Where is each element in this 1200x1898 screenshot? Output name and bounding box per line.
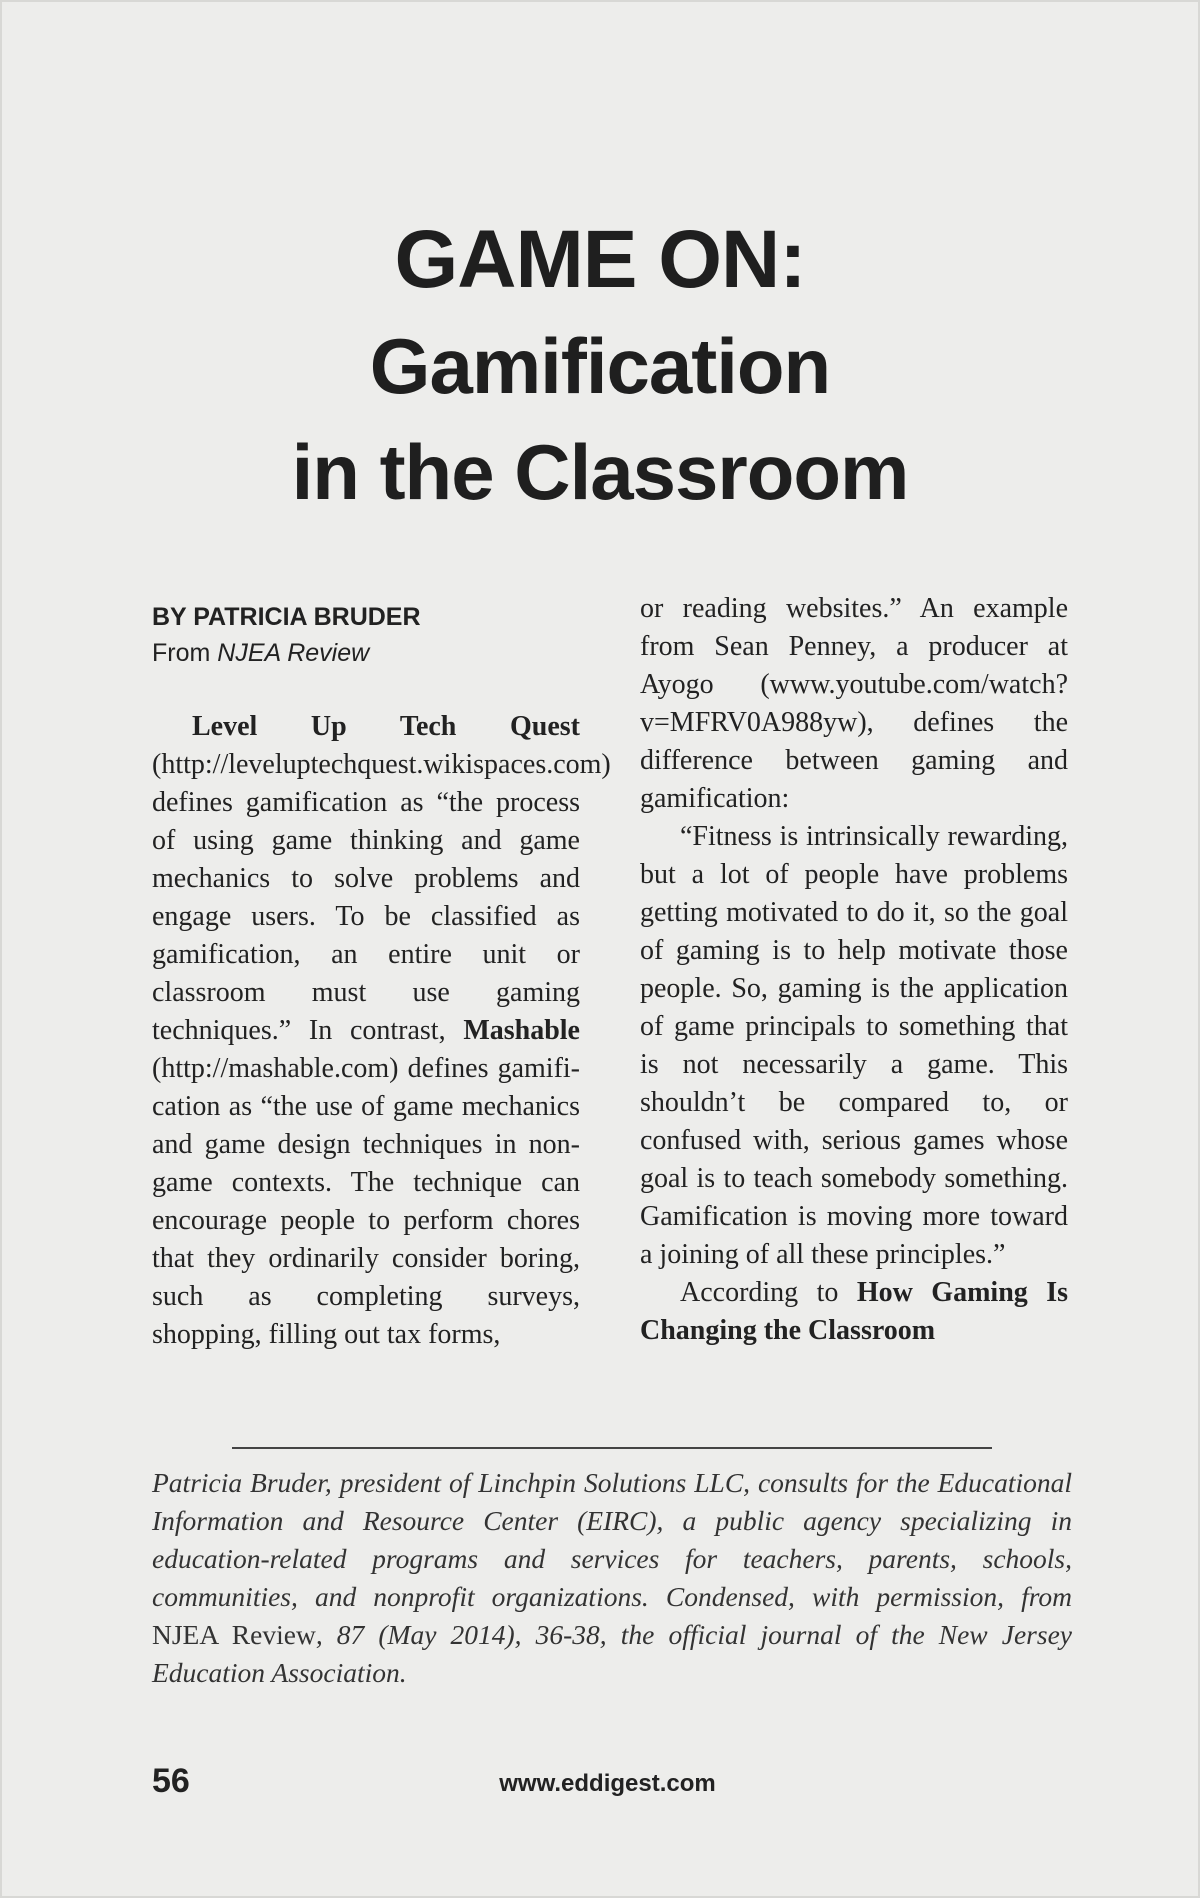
divider — [232, 1447, 992, 1449]
author-byline: BY PATRICIA BRUDER — [152, 603, 421, 631]
article-column-2 — [640, 590, 1068, 1350]
source-publication: NJEA Review — [217, 639, 370, 667]
paragraph-text: According to — [680, 1277, 857, 1308]
paragraph-text: (http://leveluptechquest.wikispaces.com) defines gamification as “the process of using game thinking and game mechanics to solve problems and engage users. To be classified as gamification, an entire unit or classroom must use gaming techniques.” In contrast, — [152, 749, 611, 1046]
bio-text: Patricia Bruder, president of Linchpin Solutions LLC, consults for the Educational Information and Resource Center (EIRC), a public agency specializing in education-related programs and services for teachers, parents, schools, communities, and nonprofit organizations. Condensed, with permission, from — [152, 1467, 1072, 1612]
journal-name: NJEA Review — [152, 1619, 316, 1650]
source-line — [152, 634, 369, 672]
article-column-1 — [152, 708, 611, 1354]
paragraph — [640, 1274, 1068, 1350]
title-line-3: in the Classroom — [291, 428, 909, 516]
page-number: 56 — [152, 1762, 190, 1800]
bio-text: , 87 (May 2014), 36-38, the official journal of the New Jersey Education Association. — [152, 1619, 1072, 1688]
website-footer: www.eddigest.com — [499, 1770, 716, 1797]
title-line-1: GAME ON: — [394, 214, 806, 305]
author-bio — [152, 1464, 1072, 1692]
source-title: How Gaming Is Changing the Classroom — [640, 1277, 1068, 1346]
paragraph — [152, 708, 611, 1354]
mashable-term: Mashable — [463, 1015, 580, 1046]
quote-paragraph: “Fitness is intrinsically rewarding, but a lot of people have problems getting motivated to do it, so the goal of gaming is to help motivate those people. So, gaming is the application of game principals to something that is not necessarily a game. This shouldn’t be compared to, or confused with, serious games whose goal is to teach somebody something. Gamification is moving more toward a joining of all these principles.” — [640, 821, 1068, 1270]
title-line-2: Gamification — [369, 322, 831, 410]
lead-term: Level Up Tech Quest — [192, 711, 580, 742]
paragraph: or reading websites.” An example from Sean Penney, a producer at Ayogo (www.youtube.com/watch?v=MFRV0A988yw), defines the difference between gaming and gamification: — [640, 593, 1068, 814]
source-prefix: From — [152, 639, 218, 667]
paragraph-text: (http://mashable.com) defines gamification as “the use of game mechanics and game design techniques in non-game contexts. The technique can encourage people to perform chores that they ordinarily consider boring, such as completing surveys, shopping, filling out tax forms, — [152, 1053, 580, 1350]
